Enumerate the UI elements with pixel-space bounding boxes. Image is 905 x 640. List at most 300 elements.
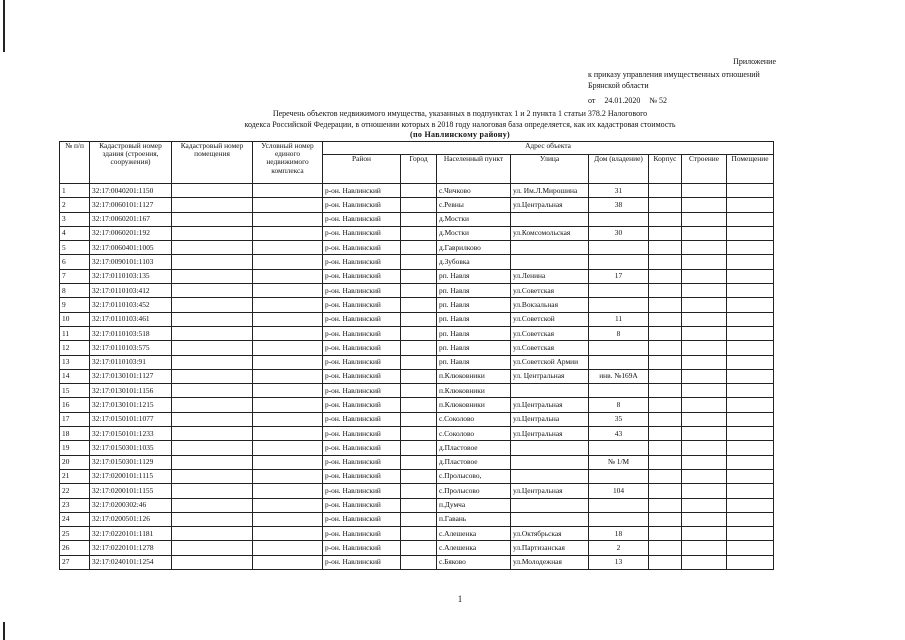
header-building: Строение xyxy=(682,155,727,184)
cell-district: р-он. Навлинский xyxy=(323,226,401,240)
header-house: Дом (владение) xyxy=(589,155,649,184)
table-row xyxy=(60,198,774,212)
cell-korpus xyxy=(649,341,682,355)
cell-locality: с.Пролысово, xyxy=(437,469,511,483)
cell-street: ул.Центральная xyxy=(511,427,589,441)
table-row xyxy=(60,184,774,198)
cell-city xyxy=(401,326,437,340)
cell-cad-room xyxy=(172,512,253,526)
table-row xyxy=(60,284,774,298)
cell-house: 8 xyxy=(589,326,649,340)
cell-cad-room xyxy=(172,255,253,269)
cell-city xyxy=(401,255,437,269)
cell-building xyxy=(682,484,727,498)
cell-district: р-он. Навлинский xyxy=(323,312,401,326)
cell-num: 7 xyxy=(60,269,90,283)
cell-building xyxy=(682,498,727,512)
cell-room xyxy=(727,226,774,240)
cell-korpus xyxy=(649,427,682,441)
cell-district: р-он. Навлинский xyxy=(323,326,401,340)
cell-city xyxy=(401,269,437,283)
cell-street: ул.Партизанская xyxy=(511,541,589,555)
cell-num: 24 xyxy=(60,512,90,526)
cell-locality: д.Зубовка xyxy=(437,255,511,269)
cell-cad-building: 32:17:0110103:518 xyxy=(90,326,172,340)
cell-cad-room xyxy=(172,369,253,383)
cell-house: 18 xyxy=(589,527,649,541)
cell-street xyxy=(511,255,589,269)
appendix-title: Приложение xyxy=(733,57,776,66)
title-line-1: Перечень объектов недвижимого имущества, указанных в подпунктах 1 и 2 пункта 1 статьи 378.2 Налогового xyxy=(272,109,648,118)
header-korpus: Корпус xyxy=(649,155,682,184)
cell-cad-building: 32:17:0130101:1127 xyxy=(90,369,172,383)
cell-city xyxy=(401,369,437,383)
cell-locality: рп. Навля xyxy=(437,355,511,369)
cell-cad-room xyxy=(172,498,253,512)
cell-house: № 1/М xyxy=(589,455,649,469)
cell-city xyxy=(401,384,437,398)
cell-locality: п.Гавань xyxy=(437,512,511,526)
cell-locality: с.Алешенка xyxy=(437,527,511,541)
cell-cond-num xyxy=(253,427,323,441)
cell-cad-building: 32:17:0060201:192 xyxy=(90,226,172,240)
table-row xyxy=(60,312,774,326)
cell-cad-building: 32:17:0110103:461 xyxy=(90,312,172,326)
table-row xyxy=(60,484,774,498)
cell-city xyxy=(401,312,437,326)
cell-cad-building: 32:17:0150301:1129 xyxy=(90,455,172,469)
cell-city xyxy=(401,198,437,212)
cell-num: 3 xyxy=(60,212,90,226)
cell-cad-building: 32:17:0200101:1115 xyxy=(90,469,172,483)
cell-city xyxy=(401,212,437,226)
cell-room xyxy=(727,441,774,455)
cell-cond-num xyxy=(253,312,323,326)
cell-cad-building: 32:17:0200302:46 xyxy=(90,498,172,512)
cell-building xyxy=(682,284,727,298)
cell-cad-room xyxy=(172,184,253,198)
cell-street: ул.Центральная xyxy=(511,198,589,212)
cell-num: 10 xyxy=(60,312,90,326)
table-row xyxy=(60,255,774,269)
header-address: Адрес объекта xyxy=(323,142,774,155)
cell-district: р-он. Навлинский xyxy=(323,184,401,198)
cell-korpus xyxy=(649,541,682,555)
cell-korpus xyxy=(649,312,682,326)
table-row xyxy=(60,269,774,283)
cell-locality: с.Чичково xyxy=(437,184,511,198)
cell-num: 16 xyxy=(60,398,90,412)
table-row xyxy=(60,241,774,255)
cell-room xyxy=(727,527,774,541)
cell-building xyxy=(682,312,727,326)
cell-cad-building: 32:17:0110103:91 xyxy=(90,355,172,369)
cell-house xyxy=(589,384,649,398)
cell-street xyxy=(511,469,589,483)
property-table xyxy=(59,141,774,570)
cell-cond-num xyxy=(253,255,323,269)
cell-cond-num xyxy=(253,527,323,541)
cell-room xyxy=(727,241,774,255)
cell-cad-building: 32:17:0220101:1278 xyxy=(90,541,172,555)
cell-cad-building: 32:17:0130101:1156 xyxy=(90,384,172,398)
cell-building xyxy=(682,441,727,455)
cell-building xyxy=(682,555,727,569)
cell-korpus xyxy=(649,369,682,383)
cell-korpus xyxy=(649,455,682,469)
cell-num: 13 xyxy=(60,355,90,369)
cell-locality: рп. Навля xyxy=(437,341,511,355)
cell-building xyxy=(682,398,727,412)
cell-street: ул.Советской xyxy=(511,312,589,326)
cell-korpus xyxy=(649,269,682,283)
cell-korpus xyxy=(649,555,682,569)
table-row xyxy=(60,384,774,398)
cell-district: р-он. Навлинский xyxy=(323,398,401,412)
cell-korpus xyxy=(649,298,682,312)
cell-room xyxy=(727,469,774,483)
table-row xyxy=(60,341,774,355)
cell-num: 15 xyxy=(60,384,90,398)
order-number: № 52 xyxy=(649,96,668,105)
cell-korpus xyxy=(649,384,682,398)
cell-room xyxy=(727,198,774,212)
header-cad-room: Кадастровый номер помещения xyxy=(172,142,253,184)
cell-city xyxy=(401,455,437,469)
header-num: № п/п xyxy=(60,142,90,184)
cell-building xyxy=(682,469,727,483)
table-row xyxy=(60,412,774,426)
cell-cond-num xyxy=(253,412,323,426)
cell-locality: п.Клюковники xyxy=(437,384,511,398)
cell-district: р-он. Навлинский xyxy=(323,484,401,498)
cell-num: 2 xyxy=(60,198,90,212)
cell-cond-num xyxy=(253,398,323,412)
cell-building xyxy=(682,512,727,526)
cell-cond-num xyxy=(253,198,323,212)
cell-room xyxy=(727,312,774,326)
cell-building xyxy=(682,341,727,355)
cell-city xyxy=(401,355,437,369)
cell-korpus xyxy=(649,412,682,426)
cell-locality: с.Ревны xyxy=(437,198,511,212)
cell-house xyxy=(589,298,649,312)
cell-num: 1 xyxy=(60,184,90,198)
cell-num: 19 xyxy=(60,441,90,455)
header-street: Улица xyxy=(511,155,589,184)
cell-locality: п.Клюковники xyxy=(437,369,511,383)
table-row xyxy=(60,226,774,240)
cell-locality: с.Соколово xyxy=(437,427,511,441)
page-number: 1 xyxy=(457,594,463,604)
cell-district: р-он. Навлинский xyxy=(323,427,401,441)
cell-locality: рп. Навля xyxy=(437,326,511,340)
cell-house xyxy=(589,441,649,455)
cell-city xyxy=(401,555,437,569)
cell-district: р-он. Навлинский xyxy=(323,498,401,512)
cell-cond-num xyxy=(253,498,323,512)
cell-cad-room xyxy=(172,355,253,369)
table-row xyxy=(60,469,774,483)
cell-house xyxy=(589,284,649,298)
cell-city xyxy=(401,427,437,441)
cell-room xyxy=(727,412,774,426)
cell-korpus xyxy=(649,398,682,412)
title-line-2: кодекса Российской Федерации, в отношении которых в 2018 году налоговая база определяется, как их кадастровая стоимость xyxy=(244,119,676,129)
table-row xyxy=(60,427,774,441)
cell-room xyxy=(727,555,774,569)
cell-locality: п.Думча xyxy=(437,498,511,512)
cell-house xyxy=(589,255,649,269)
cell-cad-building: 32:17:0200501:126 xyxy=(90,512,172,526)
cell-street: ул.Центральная xyxy=(511,398,589,412)
cell-building xyxy=(682,427,727,441)
cell-district: р-он. Навлинский xyxy=(323,369,401,383)
cell-cad-building: 32:17:0110103:575 xyxy=(90,341,172,355)
header-city: Город xyxy=(401,155,437,184)
cell-korpus xyxy=(649,184,682,198)
cell-room xyxy=(727,484,774,498)
cell-room xyxy=(727,498,774,512)
cell-cond-num xyxy=(253,512,323,526)
cell-room xyxy=(727,284,774,298)
cell-room xyxy=(727,427,774,441)
cell-city xyxy=(401,512,437,526)
cell-cad-room xyxy=(172,284,253,298)
cell-street: ул.Советская xyxy=(511,284,589,298)
cell-korpus xyxy=(649,226,682,240)
cell-city xyxy=(401,541,437,555)
cell-street: ул.Октябрьская xyxy=(511,527,589,541)
cell-cad-building: 32:17:0090101:1103 xyxy=(90,255,172,269)
cell-num: 27 xyxy=(60,555,90,569)
cell-city xyxy=(401,241,437,255)
cell-room xyxy=(727,269,774,283)
cell-cond-num xyxy=(253,212,323,226)
header-locality: Населенный пункт xyxy=(437,155,511,184)
cell-locality: рп. Навля xyxy=(437,312,511,326)
cell-house: 104 xyxy=(589,484,649,498)
cell-korpus xyxy=(649,326,682,340)
cell-korpus xyxy=(649,484,682,498)
cell-house xyxy=(589,355,649,369)
cell-room xyxy=(727,384,774,398)
cell-district: р-он. Навлинский xyxy=(323,212,401,226)
cell-cad-building: 32:17:0240101:1254 xyxy=(90,555,172,569)
cell-building xyxy=(682,298,727,312)
cell-cond-num xyxy=(253,269,323,283)
cell-street: ул.Центральная xyxy=(511,484,589,498)
cell-cond-num xyxy=(253,184,323,198)
cell-cad-room xyxy=(172,384,253,398)
cell-cad-building: 32:17:0130101:1215 xyxy=(90,398,172,412)
cell-house xyxy=(589,341,649,355)
cell-city xyxy=(401,341,437,355)
cell-house: 11 xyxy=(589,312,649,326)
cell-cad-room xyxy=(172,269,253,283)
cell-building xyxy=(682,384,727,398)
cell-num: 9 xyxy=(60,298,90,312)
cell-cad-building: 32:17:0110103:135 xyxy=(90,269,172,283)
cell-street xyxy=(511,384,589,398)
table-row xyxy=(60,398,774,412)
cell-building xyxy=(682,255,727,269)
cell-cad-building: 32:17:0110103:412 xyxy=(90,284,172,298)
cell-house: инв. №169А xyxy=(589,369,649,383)
cell-city xyxy=(401,498,437,512)
cell-district: р-он. Навлинский xyxy=(323,198,401,212)
cell-korpus xyxy=(649,255,682,269)
cell-building xyxy=(682,326,727,340)
cell-cad-room xyxy=(172,541,253,555)
cell-house: 43 xyxy=(589,427,649,441)
cell-locality: с.Соколово xyxy=(437,412,511,426)
cell-building xyxy=(682,527,727,541)
table-row xyxy=(60,498,774,512)
cell-korpus xyxy=(649,212,682,226)
scan-edge-mark xyxy=(3,622,5,640)
cell-building xyxy=(682,241,727,255)
cell-room xyxy=(727,512,774,526)
cell-house: 8 xyxy=(589,398,649,412)
table-row xyxy=(60,512,774,526)
cell-locality: д.Мостки xyxy=(437,226,511,240)
cell-street: ул.Советская xyxy=(511,326,589,340)
cell-cond-num xyxy=(253,384,323,398)
cell-street: ул.Комсомольская xyxy=(511,226,589,240)
cell-korpus xyxy=(649,498,682,512)
table-row xyxy=(60,298,774,312)
cell-cad-room xyxy=(172,441,253,455)
cell-room xyxy=(727,212,774,226)
cell-num: 26 xyxy=(60,541,90,555)
cell-num: 8 xyxy=(60,284,90,298)
cell-street xyxy=(511,212,589,226)
cell-street: ул.Центральна xyxy=(511,412,589,426)
cell-room xyxy=(727,369,774,383)
table-row xyxy=(60,527,774,541)
cell-locality: рп. Навля xyxy=(437,298,511,312)
cell-cad-room xyxy=(172,241,253,255)
cell-cad-room xyxy=(172,427,253,441)
cell-cond-num xyxy=(253,369,323,383)
cell-korpus xyxy=(649,241,682,255)
cell-street: ул.Молодежная xyxy=(511,555,589,569)
cell-cond-num xyxy=(253,284,323,298)
appendix-block xyxy=(588,56,776,106)
cell-street: ул. Центральная xyxy=(511,369,589,383)
cell-street: ул. Им.Л.Мирошина xyxy=(511,184,589,198)
order-date: 24.01.2020 xyxy=(604,96,641,105)
cell-house: 2 xyxy=(589,541,649,555)
cell-district: р-он. Навлинский xyxy=(323,255,401,269)
cell-num: 18 xyxy=(60,427,90,441)
cell-locality: д.Пластовое xyxy=(437,455,511,469)
scan-edge-mark xyxy=(3,0,5,52)
cell-house: 35 xyxy=(589,412,649,426)
cell-district: р-он. Навлинский xyxy=(323,384,401,398)
cell-city xyxy=(401,412,437,426)
cell-cad-room xyxy=(172,555,253,569)
cell-locality: д.Мостки xyxy=(437,212,511,226)
table-row xyxy=(60,541,774,555)
cell-locality: рп. Навля xyxy=(437,269,511,283)
cell-cond-num xyxy=(253,455,323,469)
cell-building xyxy=(682,269,727,283)
header-cond-num: Условный номер единого недвижимого комплекса xyxy=(253,142,323,184)
cell-room xyxy=(727,341,774,355)
table-row xyxy=(60,212,774,226)
cell-house: 30 xyxy=(589,226,649,240)
cell-street: ул.Ленина xyxy=(511,269,589,283)
cell-cad-room xyxy=(172,527,253,541)
cell-cond-num xyxy=(253,341,323,355)
cell-building xyxy=(682,212,727,226)
cell-room xyxy=(727,255,774,269)
cell-house: 17 xyxy=(589,269,649,283)
cell-city xyxy=(401,484,437,498)
cell-korpus xyxy=(649,469,682,483)
cell-district: р-он. Навлинский xyxy=(323,469,401,483)
cell-district: р-он. Навлинский xyxy=(323,541,401,555)
document-title xyxy=(150,109,770,141)
cell-street: ул.Советской Армии xyxy=(511,355,589,369)
header-district: Район xyxy=(323,155,401,184)
cell-cad-room xyxy=(172,412,253,426)
cell-room xyxy=(727,355,774,369)
cell-cad-room xyxy=(172,212,253,226)
cell-city xyxy=(401,469,437,483)
cell-street xyxy=(511,241,589,255)
cell-num: 12 xyxy=(60,341,90,355)
cell-house: 38 xyxy=(589,198,649,212)
cell-num: 6 xyxy=(60,255,90,269)
cell-building xyxy=(682,455,727,469)
cell-building xyxy=(682,412,727,426)
cell-city xyxy=(401,184,437,198)
cell-street xyxy=(511,441,589,455)
table-row xyxy=(60,326,774,340)
cell-building xyxy=(682,184,727,198)
cell-num: 14 xyxy=(60,369,90,383)
cell-korpus xyxy=(649,441,682,455)
cell-district: р-он. Навлинский xyxy=(323,298,401,312)
cell-cond-num xyxy=(253,484,323,498)
cell-cad-room xyxy=(172,312,253,326)
cell-district: р-он. Навлинский xyxy=(323,455,401,469)
cell-cad-room xyxy=(172,484,253,498)
cell-building xyxy=(682,355,727,369)
cell-cond-num xyxy=(253,555,323,569)
cell-district: р-он. Навлинский xyxy=(323,527,401,541)
cell-cad-room xyxy=(172,198,253,212)
table-row xyxy=(60,355,774,369)
cell-cad-building: 32:17:0150101:1233 xyxy=(90,427,172,441)
table-row xyxy=(60,369,774,383)
cell-cond-num xyxy=(253,441,323,455)
cell-district: р-он. Навлинский xyxy=(323,512,401,526)
cell-locality: рп. Навля xyxy=(437,284,511,298)
cell-num: 5 xyxy=(60,241,90,255)
cell-cond-num xyxy=(253,326,323,340)
cell-korpus xyxy=(649,198,682,212)
cell-district: р-он. Навлинский xyxy=(323,555,401,569)
cell-cad-room xyxy=(172,469,253,483)
cell-district: р-он. Навлинский xyxy=(323,412,401,426)
cell-cad-building: 32:17:0110103:452 xyxy=(90,298,172,312)
cell-room xyxy=(727,326,774,340)
cell-building xyxy=(682,198,727,212)
